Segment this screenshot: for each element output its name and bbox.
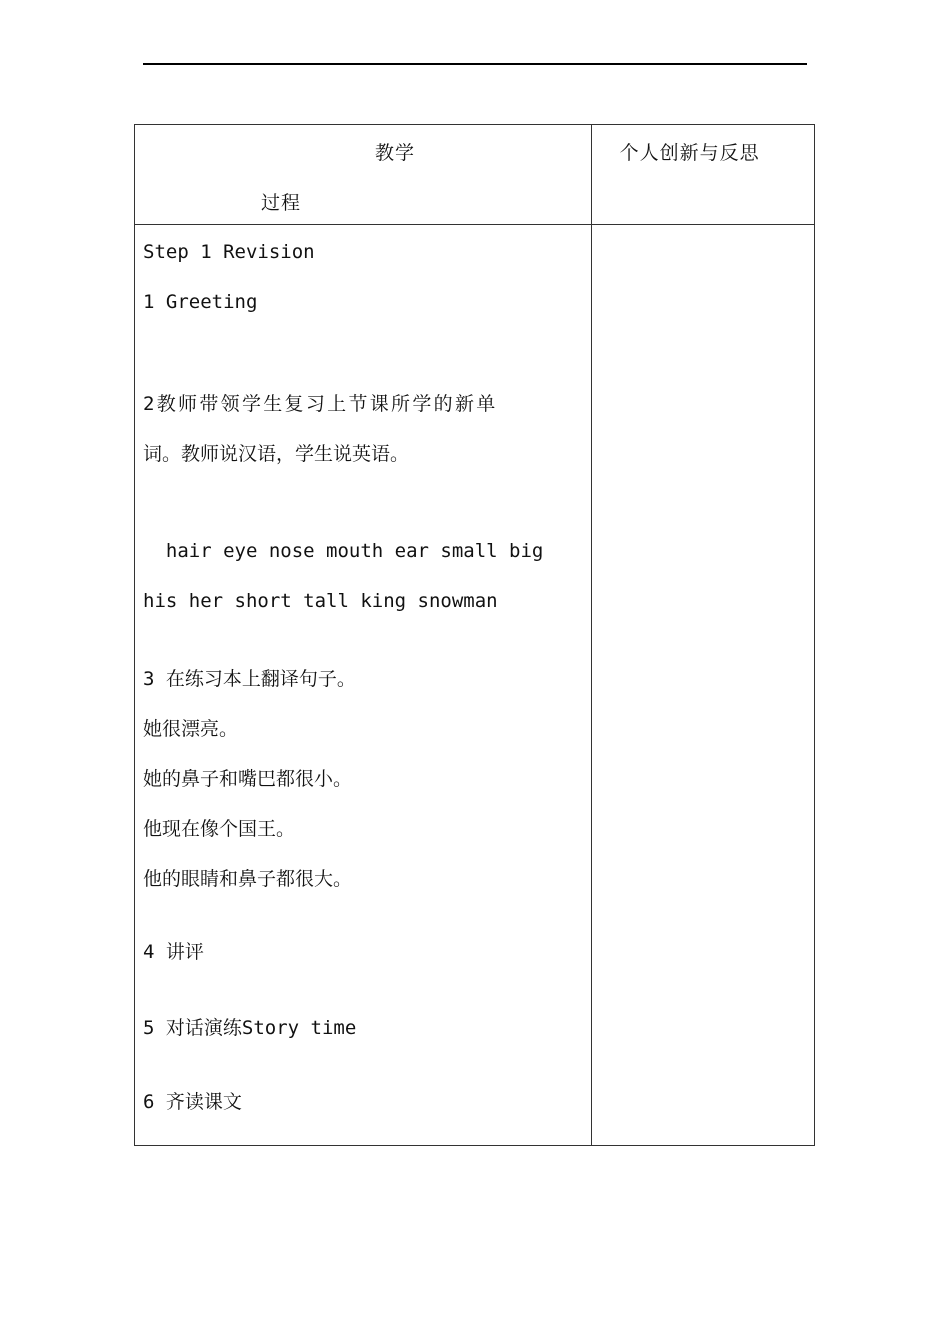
header-rule — [143, 63, 807, 65]
vocabulary-line1: hair eye nose mouth ear small big — [143, 540, 544, 562]
header-process-label: 过程 — [261, 192, 302, 214]
vocabulary-line2: his her short tall king snowman — [143, 590, 498, 612]
item3-translate: 3 在练习本上翻译句子。 — [143, 668, 356, 690]
item2-line2: 词。教师说汉语，学生说英语。 — [143, 443, 410, 465]
lesson-plan-table — [134, 124, 815, 1146]
teaching-process-cell — [135, 225, 592, 1146]
reflection-header — [591, 125, 814, 225]
header-teaching-label: 教学 — [375, 142, 416, 164]
table-header-row — [135, 125, 815, 225]
sentence-1: 她很漂亮。 — [143, 718, 239, 740]
item5-dialogue: 5 对话演练Story time — [143, 1017, 357, 1039]
sentence-3: 他现在像个国王。 — [143, 818, 296, 840]
teaching-process-header — [135, 125, 592, 225]
item4-review: 4 讲评 — [143, 941, 204, 963]
item1-greeting: 1 Greeting — [143, 291, 258, 313]
item6-read-aloud: 6 齐读课文 — [143, 1091, 242, 1113]
sentence-2: 她的鼻子和嘴巴都很小。 — [143, 768, 353, 790]
step1-title: Step 1 Revision — [143, 241, 315, 263]
reflection-cell — [591, 225, 814, 1146]
table-body-row — [135, 225, 815, 1146]
sentence-4: 他的眼睛和鼻子都很大。 — [143, 868, 353, 890]
item2-line1: 2教师带领学生复习上节课所学的新单 — [143, 393, 498, 415]
header-reflection-label: 个人创新与反思 — [619, 142, 760, 164]
